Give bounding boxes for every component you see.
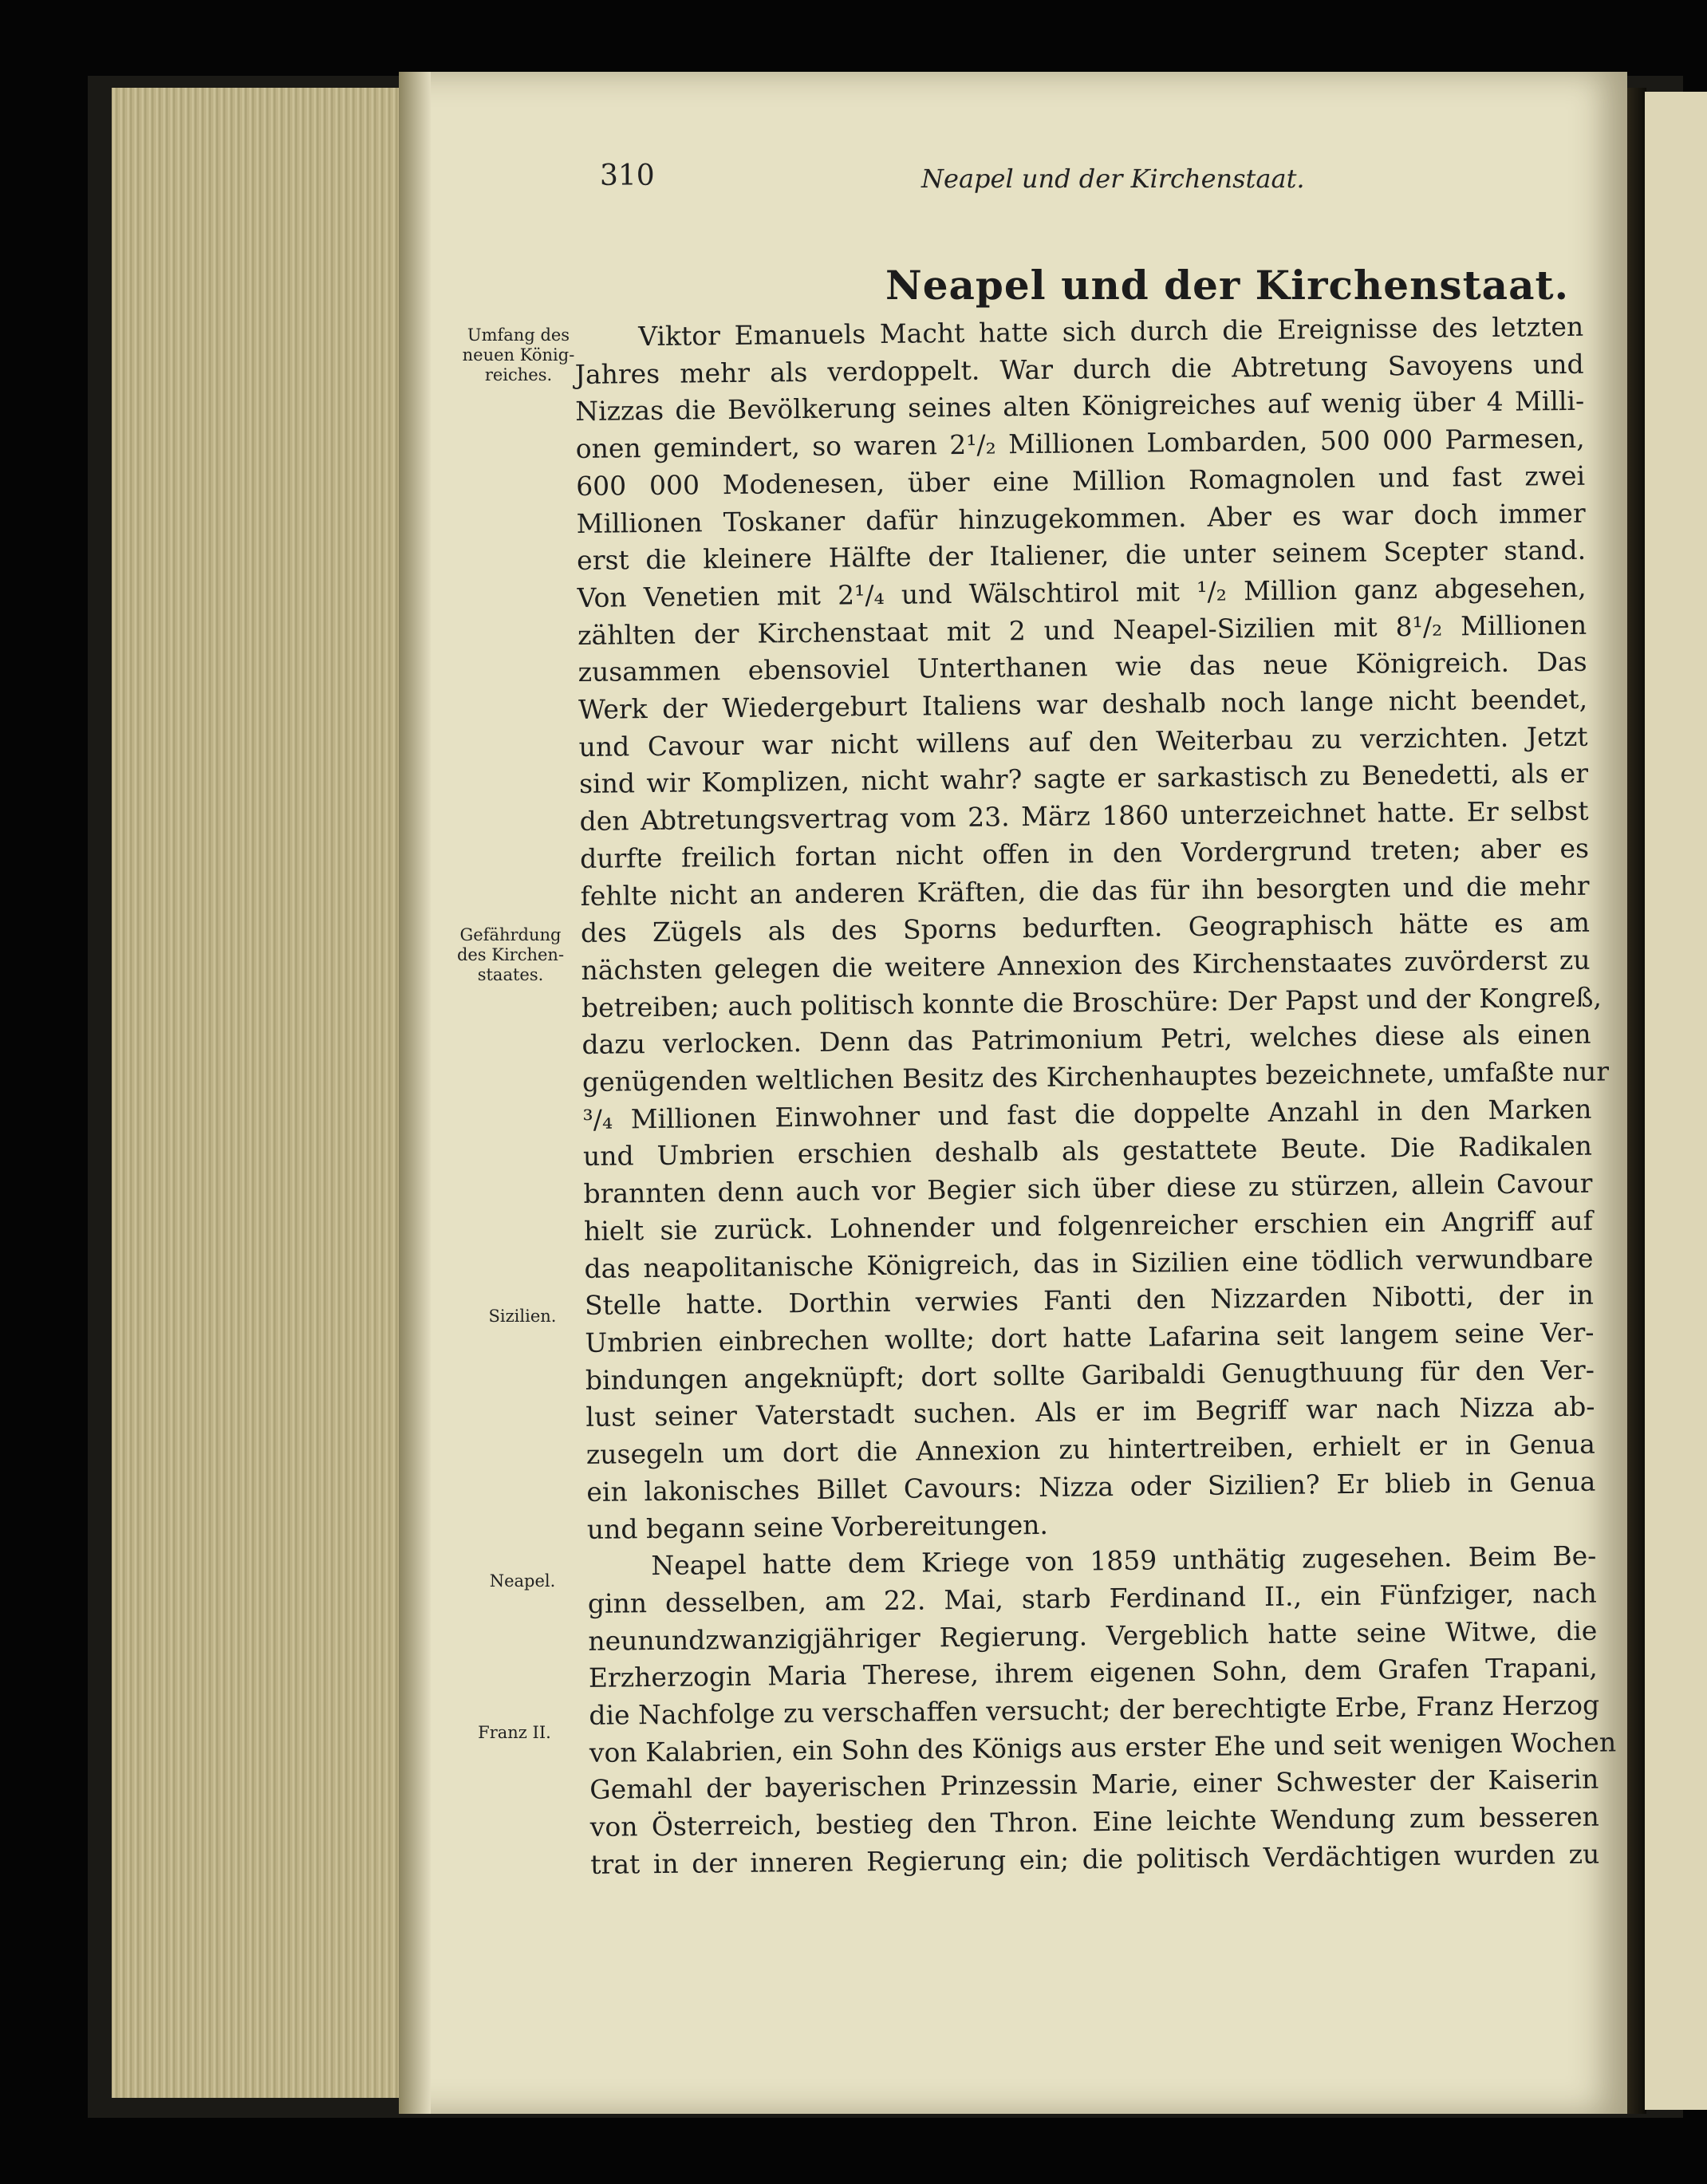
margin-note-umfang: Umfang des neuen Königreiches. (462, 325, 575, 384)
text-line: von Kalabrien, ein Sohn des Königs aus erster Ehe und seit wenigen Wochen (589, 1726, 1617, 1768)
text-line: das neapolitanische Königreich, das in Sizilien eine tödlich verwundbare (584, 1242, 1594, 1284)
text-line: zusammen ebensoviel Unterthanen wie das neue Königreich. Das (578, 646, 1587, 688)
text-line: nächsten gelegen die weitere Annexion des Kirchenstaates zuvörderst zu (581, 944, 1591, 986)
text-line: genügenden weltlichen Besitz des Kirchenhauptes bezeichnete, umfaßte nur (581, 1055, 1610, 1098)
text-line: brannten denn auch vor Begier sich über diese zu stürzen, allein Cavour (583, 1167, 1593, 1210)
text-line: betreiben; auch politisch konnte die Broschüre: Der Papst und der Kongreß, (581, 981, 1603, 1023)
text-line: ein lakonisches Billet Cavours: Nizza oder Sizilien? Er blieb in Genua (586, 1465, 1596, 1508)
text-line: die Nachfolge zu verschaffen versucht; der berechtigte Erbe, Franz Herzog (589, 1689, 1600, 1731)
text-line: fehlte nicht an anderen Kräften, die das für ihn besorgten und die mehr (580, 869, 1590, 912)
text-line: von Österreich, bestieg den Thron. Eine leichte Wendung zum besseren (589, 1800, 1599, 1843)
margin-note-neapel: Neapel. (489, 1571, 556, 1591)
text-line: zusegeln um dort die Annexion zu hintertreiben, erhielt er in Genua (585, 1428, 1596, 1471)
text-line: Von Venetien mit 2¹/₄ und Wälschtirol mit ¹/₂ Million ganz abgesehen, (577, 571, 1587, 613)
text-line: ginn desselben, am 22. Mai, starb Ferdinand II., ein Fünfziger, nach (587, 1577, 1597, 1619)
text-line: trat in der inneren Regierung ein; die politisch Verdächtigen wurden zu (590, 1838, 1600, 1880)
gutter (1627, 88, 1646, 2114)
page-fore-edge-shadow (399, 72, 431, 2114)
text-line: hielt sie zurück. Lohnender und folgenreicher erschien ein Angriff auf (583, 1204, 1594, 1247)
text-line: Stelle hatte. Dorthin verwies Fanti den Nizzarden Nibotti, der in (584, 1279, 1595, 1322)
text-line: Viktor Emanuels Macht hatte sich durch die Ereignisse des letzten (638, 310, 1584, 353)
text-line: und begann seine Vorbereitungen. (586, 1508, 1049, 1545)
text-line: Jahres mehr als verdoppelt. War durch die Abtretung Savoyens und (574, 348, 1584, 390)
text-line: bindungen angeknüpft; dort sollte Garibaldi Genugthuung für den Ver- (585, 1354, 1595, 1396)
text-line: und Cavour war nicht willens auf den Weiterbau zu verzichten. Jetzt (578, 720, 1588, 763)
text-line: Millionen Toskaner dafür hinzugekommen. Aber es war doch immer (576, 497, 1586, 539)
text-line: Werk der Wiedergeburt Italiens war deshalb noch lange nicht beendet, (578, 683, 1588, 726)
text-line: zählten der Kirchenstaat mit 2 und Neapel-Sizilien mit 8¹/₂ Millionen (577, 609, 1587, 651)
chapter-title: Neapel und der Kirchenstaat. (885, 262, 1569, 309)
text-line: Umbrien einbrechen wollte; dort hatte Lafarina seit langem seine Ver- (585, 1316, 1595, 1358)
page-number: 310 (600, 160, 655, 192)
running-head: Neapel und der Kirchenstaat. (921, 164, 1305, 194)
text-line: sind wir Komplizen, nicht wahr? sagte er sarkastisch zu Benedetti, als er (578, 758, 1589, 800)
margin-note-sizilien: Sizilien. (488, 1307, 557, 1326)
page-edges (112, 88, 407, 2098)
text-line: Erzherzogin Maria Therese, ihrem eigenen Sohn, dem Grafen Trapani, (588, 1651, 1598, 1694)
body-text (574, 309, 1617, 1884)
text-line: Gemahl der bayerischen Prinzessin Marie, einer Schwester der Kaiserin (589, 1764, 1599, 1806)
text-line: neunundzwanzigjähriger Regierung. Vergeblich hatte seine Witwe, die (588, 1614, 1598, 1657)
margin-note-franz: Franz II. (478, 1723, 551, 1742)
next-page-edge (1645, 92, 1707, 2110)
text-line: ³/₄ Millionen Einwohner und fast die doppelte Anzahl in den Marken (582, 1093, 1592, 1135)
text-line: onen gemindert, so waren 2¹/₂ Millionen Lombarden, 500 000 Parmesen, (575, 422, 1585, 465)
margin-note-gefaehrdung: Gefährdung des Kirchenstaates. (456, 925, 565, 984)
text-line: und Umbrien erschien deshalb als gestattete Beute. Die Radikalen (582, 1130, 1593, 1173)
text-line: Neapel hatte dem Kriege von 1859 unthätig zugesehen. Beim Be- (651, 1539, 1597, 1582)
text-line: des Zügels als des Sporns bedurften. Geographisch hätte es am (580, 906, 1591, 949)
text-line: den Abtretungsvertrag vom 23. März 1860 unterzeichnet hatte. Er selbst (579, 794, 1589, 838)
text-line: lust seiner Vaterstadt suchen. Als er im Begriff war nach Nizza ab- (585, 1391, 1595, 1433)
text-line: durfte freilich fortan nicht offen in den Vordergrund treten; aber es (579, 832, 1590, 874)
text-line: erst die kleinere Hälfte der Italiener, die unter seinem Scepter stand. (576, 534, 1587, 577)
text-line: dazu verlocken. Denn das Patrimonium Petri, welches diese als einen (581, 1019, 1591, 1061)
text-line: 600 000 Modenesen, über eine Million Romagnolen und fast zwei (575, 459, 1586, 502)
text-line: Nizzas die Bevölkerung seines alten Königreiches auf wenig über 4 Milli- (575, 385, 1585, 428)
